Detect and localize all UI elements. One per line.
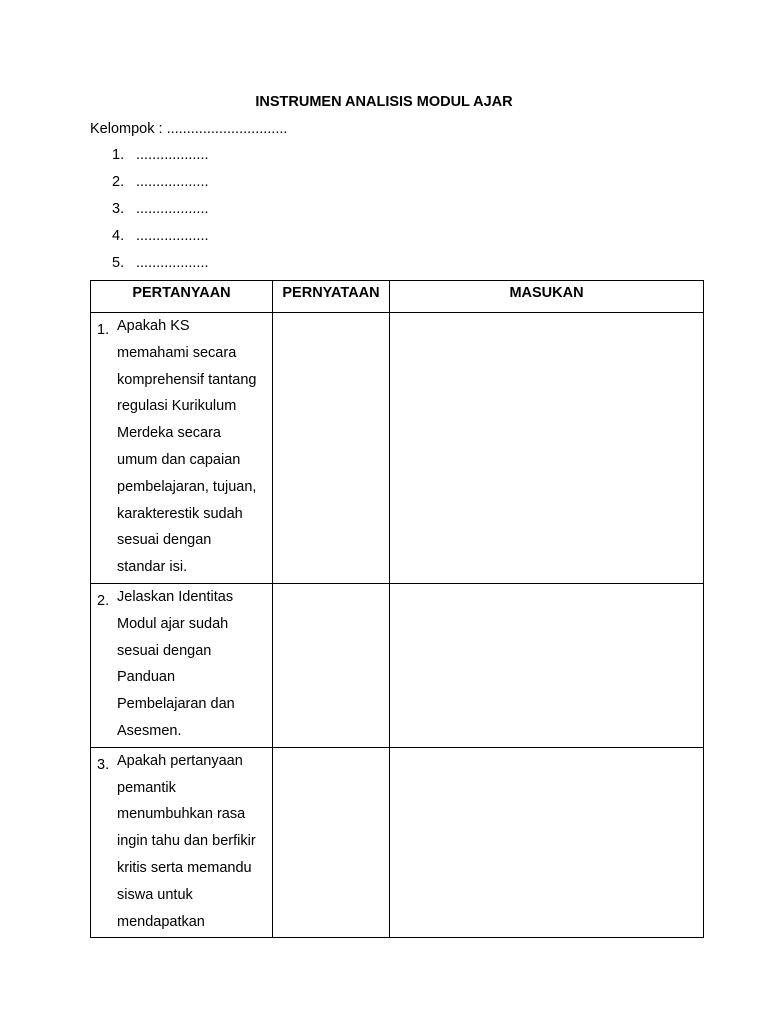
table-row	[91, 313, 704, 584]
input-cell[interactable]	[390, 313, 704, 584]
header-statement: PERNYATAAN	[273, 281, 390, 313]
member-number: 3.	[112, 201, 125, 217]
question-text: Apakah KS memahami secara komprehensif tantang regulasi Kurikulum Merdeka secara umum dan capaian pembelajaran, tujuan, karakterestik sudah sesuai dengan standar isi.	[117, 318, 257, 576]
group-label: Kelompok : ..............................	[90, 121, 288, 137]
table-row	[91, 747, 704, 938]
member-list	[112, 146, 209, 281]
question-number: 2.	[97, 592, 110, 609]
input-cell[interactable]	[390, 583, 704, 747]
member-value: ..................	[136, 147, 209, 163]
question-number: 3.	[97, 756, 110, 773]
question-text: Jelaskan Identitas Modul ajar sudah sesuai dengan Panduan Pembelajaran dan Asesmen.	[117, 588, 235, 739]
member-number: 2.	[112, 174, 125, 190]
member-item	[112, 200, 209, 227]
member-item	[112, 254, 209, 281]
input-cell[interactable]	[390, 747, 704, 938]
member-number: 1.	[112, 147, 125, 163]
member-value: ..................	[136, 201, 209, 217]
header-question: PERTANYAAN	[91, 281, 273, 313]
member-item	[112, 227, 209, 254]
member-number: 4.	[112, 228, 125, 244]
question-cell	[91, 313, 273, 584]
analysis-table	[90, 280, 704, 938]
member-number: 5.	[112, 255, 125, 271]
statement-cell[interactable]	[273, 747, 390, 938]
member-value: ..................	[136, 174, 209, 190]
question-cell	[91, 747, 273, 938]
question-cell	[91, 583, 273, 747]
member-item	[112, 146, 209, 173]
table-row	[91, 583, 704, 747]
table-header-row	[91, 281, 704, 313]
member-value: ..................	[136, 228, 209, 244]
header-input: MASUKAN	[390, 281, 704, 313]
page-title: INSTRUMEN ANALISIS MODUL AJAR	[255, 94, 513, 110]
statement-cell[interactable]	[273, 313, 390, 584]
statement-cell[interactable]	[273, 583, 390, 747]
member-value: ..................	[136, 255, 209, 271]
member-item	[112, 173, 209, 200]
question-number: 1.	[97, 322, 110, 338]
question-text: Apakah pertanyaan pemantik menumbuhkan rasa ingin tahu dan berfikir kritis serta memandu siswa untuk mendapatkan	[117, 752, 256, 930]
